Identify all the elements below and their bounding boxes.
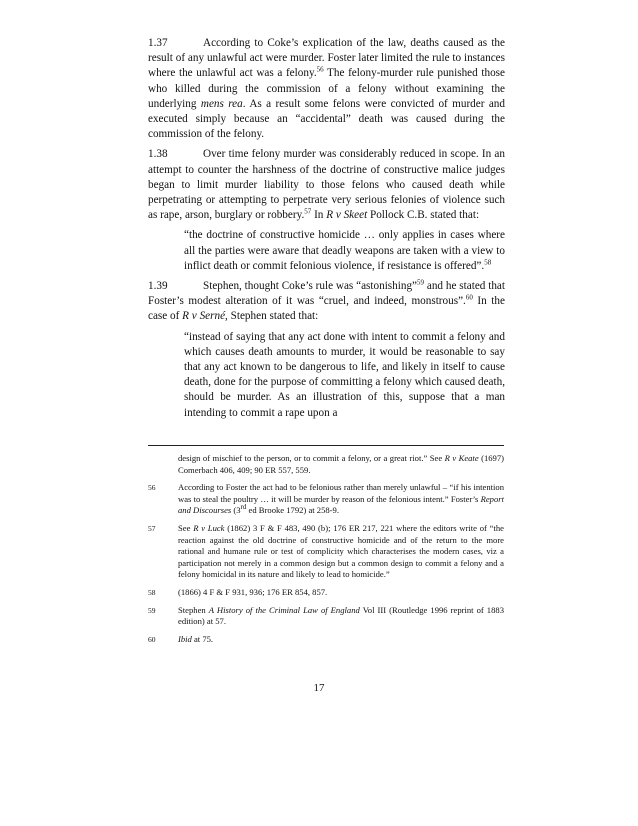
footnote-ref[interactable]: 59 xyxy=(417,278,425,287)
paragraph-number: 1.37 xyxy=(148,37,168,49)
footnote-ref[interactable]: 58 xyxy=(484,258,492,267)
paragraph-number: 1.39 xyxy=(148,280,168,293)
paragraph-1-39: 1.39 Stephen, thought Coke’s rule was “astonishing”$^{59}$ and he stated that Foster’s modest alteration of it was “cruel, and indeed, monstrous”.$^{60}$ In the case of R v Serné, Stephen stated that: xyxy=(148,278,505,323)
footnote-number: 58 xyxy=(148,587,156,597)
paragraph-1-37: 1.37 According to Coke’s explication of the law, deaths caused as the result of any unlawful act were murder. Foster later limited the rule to instances where the unlawful act was a felony.$^{56}$ The felony-murder rule punished those who killed during the commission of a felony without examining the underlying mens rea. As a result some felons were convicted of murder and executed simply because an “accidental” death was caused during the commission of the felony. xyxy=(148,37,505,141)
footnote-number: 60 xyxy=(148,634,156,644)
footnote-number: 56 xyxy=(148,483,156,493)
footnote-57: 57 See R v Luck (1862) 3 F & F 483, 490 (b); 176 ER 217, 221 where the editors write of “the reaction against the old doctrine of constructive homicide and of the return to the more rational and humane rule or test of complicity which characterises the modern cases, viz a participation not merely in a common design but a common design to commit a felony and a felony homicidal in its nature and likely to lead to homicide.” xyxy=(148,522,504,580)
main-text xyxy=(148,36,505,426)
footnote-58: 58 (1866) 4 F & F 931, 936; 176 ER 854, 857. xyxy=(148,586,328,597)
paragraph-number: 1.38 xyxy=(148,148,168,161)
footnote-number: 57 xyxy=(148,523,156,533)
footnote-56: 56 According to Foster the act had to be felonious rather than merely unlawful – “if his intention was to steal the poultry … it will be murder by reason of the felonious intent.” Foster’s Report and Discourses (3rd ed Brooke 1792) at 258-9. xyxy=(148,482,504,516)
footnote-ref[interactable]: 56 xyxy=(316,65,324,74)
block-quote-serne: “instead of saying that any act done with intent to commit a felony and which causes death amounts to murder, it would be reasonable to say that any act known to be dangerous to life, and likely in itself to cause death, done for the purpose of committing a felony which caused death, should be murder. As an illustration of this, suppose that a man intending to commit a rape upon a xyxy=(184,330,505,419)
footnote-ref[interactable]: 60 xyxy=(465,293,473,302)
footnote-continued: design of mischief to the person, or to commit a felony, or a great riot.” See R v Keate (1697) Comerbach 406, 409; 90 ER 557, 559. xyxy=(178,453,505,475)
page-number: 17 xyxy=(313,682,325,694)
block-quote-skeet: “the doctrine of constructive homicide … only applies in cases where all the parties were aware that deadly weapons are taken with a view to inflict death or commit felonious violence, if resistance is offered”.$^{58}$ xyxy=(184,229,505,272)
footnote-60: 60 Ibid at 75. xyxy=(148,633,214,644)
footnote-59: 59 Stephen A History of the Criminal Law of England Vol III (Routledge 1996 reprint of 1883 edition) at 57. xyxy=(148,604,504,627)
paragraph-1-38: 1.38 Over time felony murder was considerably reduced in scope. In an attempt to counter the harshness of the doctrine of constructive malice judges began to limit murder liability to those felons who caused death while perpetrating or attempting to perpetrate very serious felonies of violence such as rape, arson, burglary or robbery.$^{57}$ In R v Skeet Pollock C.B. stated that: xyxy=(148,148,505,222)
footnotes xyxy=(148,453,504,651)
footnote-separator xyxy=(148,445,504,446)
footnote-number: 59 xyxy=(148,605,156,615)
footnote-ref[interactable]: 57 xyxy=(304,207,312,216)
